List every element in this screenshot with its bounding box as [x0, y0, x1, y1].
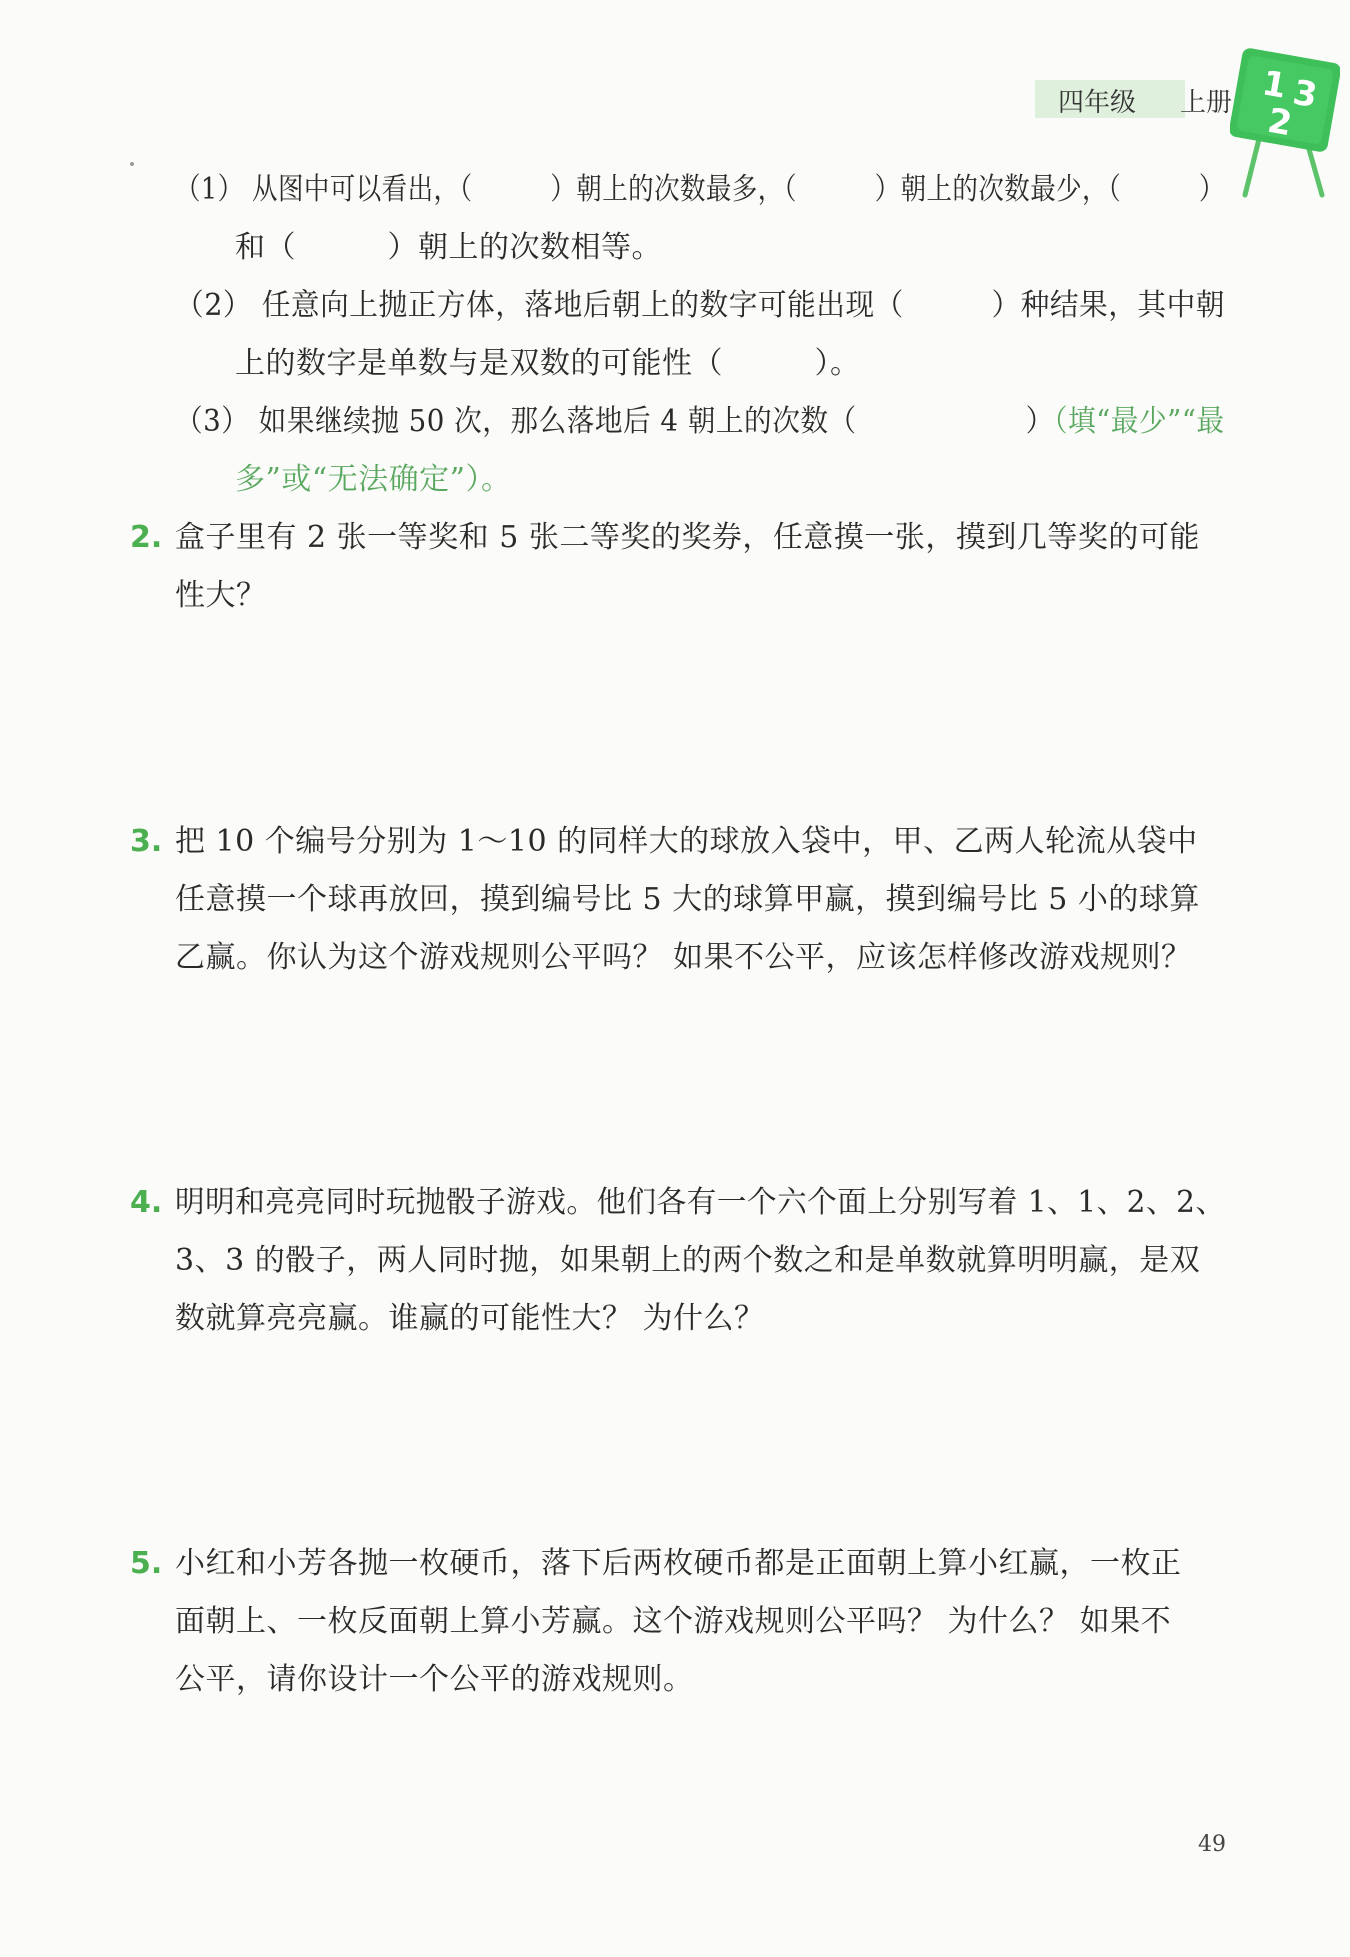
q4-line-2: 3、3 的骰子，两人同时抛，如果朝上的两个数之和是单数就算明明赢，是双 [175, 1243, 1201, 1278]
q1-line-1: （1） 从图中可以看出，（ ）朝上的次数最多，（ ）朝上的次数最少，（ ） [175, 172, 1225, 207]
q1-sub3-text: （3） 如果继续抛 50 次，那么落地后 4 朝上的次数（ ） [175, 404, 1054, 439]
q1-line-4: 上的数字是单数与是双数的可能性（ ）。 [235, 346, 861, 381]
margin-dot [130, 162, 134, 166]
q5-line-1: 小红和小芳各抛一枚硬币，落下后两枚硬币都是正面朝上算小红赢，一枚正 [175, 1546, 1182, 1581]
logo-digit-1: 1 [1259, 63, 1290, 107]
logo-digit-3: 3 [1289, 72, 1321, 117]
q3-line-3: 乙赢。你认为这个游戏规则公平吗？ 如果不公平，应该怎样修改游戏规则？ [175, 940, 1192, 975]
q1-line-2: 和（ ）朝上的次数相等。 [235, 230, 662, 265]
q3-number: 3. [130, 824, 163, 859]
q5-line-3: 公平，请你设计一个公平的游戏规则。 [175, 1662, 694, 1697]
q1-sub3-hint-cont: 多”或“无法确定”）。 [235, 462, 512, 497]
logo-digit-2: 2 [1264, 100, 1295, 145]
q5-number: 5. [130, 1546, 163, 1581]
chalkboard-logo-icon [1230, 40, 1340, 210]
grade-label: 四年级 [1058, 88, 1137, 118]
q2-line-1: 盒子里有 2 张一等奖和 5 张二等奖的奖券，任意摸一张，摸到几等奖的可能 [175, 520, 1200, 555]
q1-sub3-hint: （填“最少”“最 [1053, 404, 1225, 439]
q4-line-1: 明明和亮亮同时玩抛骰子游戏。他们各有一个六个面上分别写着 1、1、2、2、 [175, 1185, 1226, 1220]
q2-line-2: 性大？ [175, 578, 267, 613]
q4-number: 4. [130, 1185, 163, 1220]
q2-number: 2. [130, 520, 163, 555]
q4-line-3: 数就算亮亮赢。谁赢的可能性大？ 为什么？ [175, 1301, 765, 1336]
volume-label: 上册 [1180, 88, 1233, 118]
q3-line-1: 把 10 个编号分别为 1～10 的同样大的球放入袋中，甲、乙两人轮流从袋中 [175, 824, 1198, 859]
q1-line-3: （2） 任意向上抛正方体，落地后朝上的数字可能出现（ ）种结果，其中朝 [175, 288, 1225, 323]
q3-line-2: 任意摸一个球再放回，摸到编号比 5 大的球算甲赢，摸到编号比 5 小的球算 [175, 882, 1200, 917]
page-number: 49 [1198, 1832, 1226, 1857]
q1-line-6 [235, 460, 512, 500]
q5-line-2: 面朝上、一枚反面朝上算小芳赢。这个游戏规则公平吗？ 为什么？ 如果不 [175, 1604, 1172, 1639]
q1-line-5 [175, 402, 1224, 442]
